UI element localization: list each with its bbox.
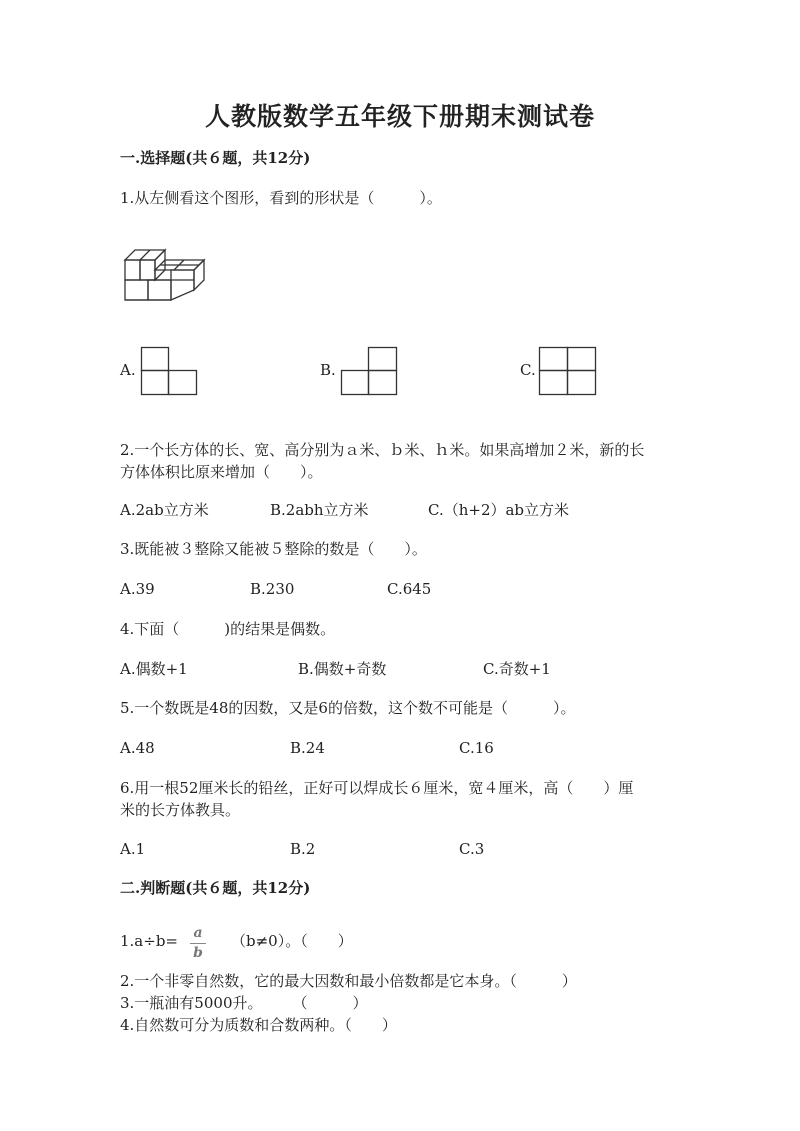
question-2-line2: 方体体积比原来增加（ ）。 xyxy=(120,463,323,481)
q4-option-c: C.奇数+1 xyxy=(483,660,551,678)
option-a-shape-icon xyxy=(141,347,197,395)
q6-option-b: B.2 xyxy=(290,840,316,858)
option-c-shape-icon xyxy=(539,347,597,395)
fraction-a-over-b xyxy=(190,925,206,962)
judge-2-text: 2.一个非零自然数，它的最大因数和最小倍数都是它本身。（ ） xyxy=(120,972,577,990)
page-title: 人教版数学五年级下册期末测试卷 xyxy=(204,102,595,131)
judge-3-text: 3.一瓶油有5000升。 （ ） xyxy=(120,994,368,1012)
question-1-text: 1.从左侧看这个图形，看到的形状是（ ）。 xyxy=(120,189,442,207)
q5-option-c: C.16 xyxy=(459,739,494,757)
q5-option-b: B.24 xyxy=(290,739,325,757)
cube-figure xyxy=(122,242,212,302)
q4-option-b: B.偶数+奇数 xyxy=(298,660,387,678)
fraction-numerator: a xyxy=(193,925,203,941)
q6-option-a: A.1 xyxy=(120,840,146,858)
q1-option-c-label: C. xyxy=(520,361,536,379)
q2-option-a: A.2ab立方米 xyxy=(120,501,209,519)
q3-option-a: A.39 xyxy=(120,580,155,598)
question-4-text: 4.下面（ )的结果是偶数。 xyxy=(120,620,336,638)
question-6-line1: 6.用一根52厘米长的铅丝，正好可以焊成长６厘米，宽４厘米，高（ ）厘 xyxy=(120,779,634,797)
q2-option-b: B.2abh立方米 xyxy=(270,501,369,519)
judge-1-suffix: （b≠0）。（ ） xyxy=(231,932,353,950)
fraction-denominator: b xyxy=(193,945,203,961)
q5-option-a: A.48 xyxy=(120,739,155,757)
section-heading-judgement: 二.判断题(共６题，共12分) xyxy=(120,879,311,897)
q4-option-a: A.偶数+1 xyxy=(120,660,188,678)
question-2-line1: 2.一个长方体的长、宽、高分别为ａ米、ｂ米、ｈ米。如果高增加２米，新的长 xyxy=(120,441,645,459)
question-6-line2: 米的长方体教具。 xyxy=(120,801,241,819)
question-3-text: 3.既能被３整除又能被５整除的数是（ ）。 xyxy=(120,540,427,558)
q1-option-b-label: B. xyxy=(320,361,336,379)
option-b-shape-icon xyxy=(341,347,397,395)
question-5-text: 5.一个数既是48的因数，又是6的倍数，这个数不可能是（ ）。 xyxy=(120,699,576,717)
q2-option-c: C.（h+2）ab立方米 xyxy=(428,501,570,519)
q3-option-c: C.645 xyxy=(387,580,432,598)
judge-4-text: 4.自然数可分为质数和合数两种。（ ） xyxy=(120,1016,397,1034)
q6-option-c: C.3 xyxy=(459,840,485,858)
q3-option-b: B.230 xyxy=(250,580,295,598)
section-heading-choice: 一.选择题(共６题，共12分) xyxy=(120,149,311,167)
fraction-bar xyxy=(190,943,206,944)
q1-option-a-label: A. xyxy=(120,361,136,379)
judge-1-prefix: 1.a÷b= xyxy=(120,932,178,950)
